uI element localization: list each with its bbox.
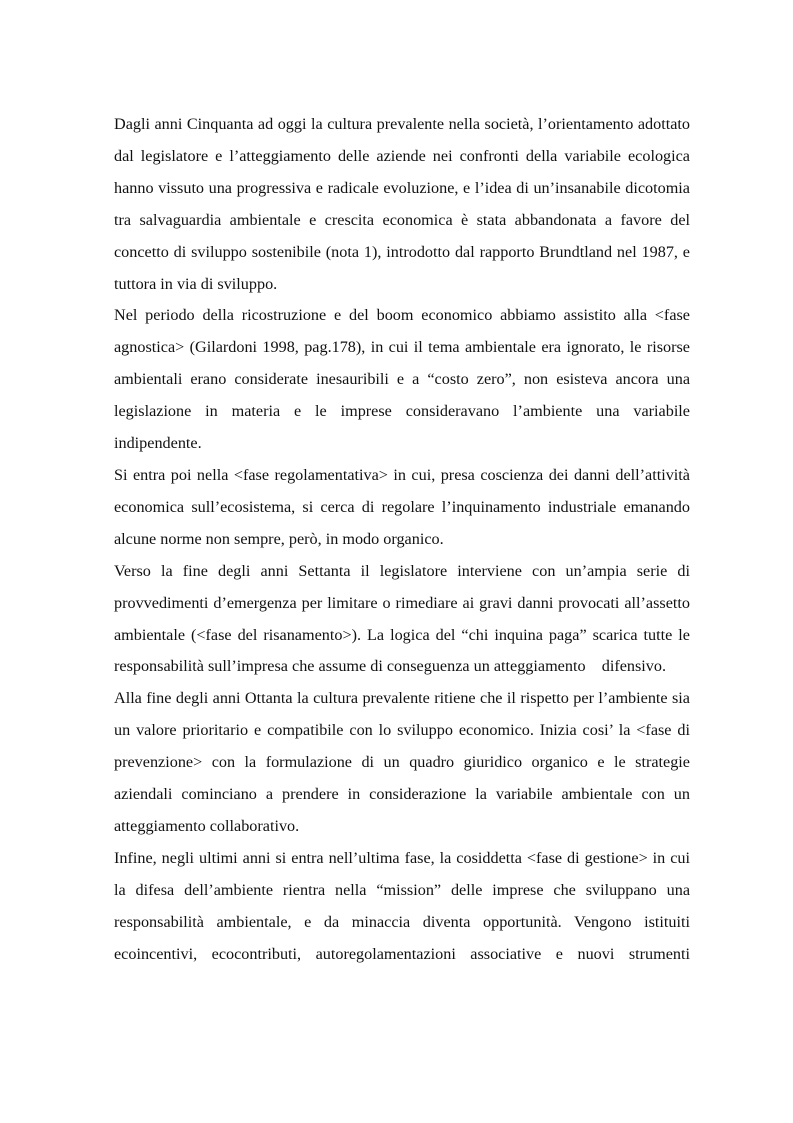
paragraph-fase-gestione: Infine, negli ultimi anni si entra nell’ultima fase, la cosiddetta <fase di gestione> in cui la difesa dell’ambiente rientra nella “mission” delle imprese che sviluppano una responsabilità ambientale, e da minaccia diventa opportunità. Vengono istituiti ecoincentivi, ecocontributi, autoregolamentazioni associative e nuovi strumenti (114, 848, 690, 963)
paragraph-fase-agnostica: Nel periodo della ricostruzione e del boom economico abbiamo assistito alla <fase agnostica> (Gilardoni 1998, pag.178), in cui il tema ambientale era ignorato, le risorse ambientali erano considerate inesauribili e a “costo zero”, non esisteva ancora una legislazione in materia e le imprese consideravano l’ambiente una variabile indipendente. (114, 306, 690, 453)
paragraph-fase-regolamentativa: Si entra poi nella <fase regolamentativa> in cui, presa coscienza dei danni dell’attività economica sull’ecosistema, si cerca di regolare l’inquinamento industriale emanando alcune norme non sempre, però, in modo organico. (114, 465, 690, 548)
document-page (114, 109, 695, 970)
paragraph-fase-prevenzione: Alla fine degli anni Ottanta la cultura prevalente ritiene che il rispetto per l’ambiente sia un valore prioritario e compatibile con lo sviluppo economico. Inizia cosi’ la <fase di prevenzione> con la formulazione di un quadro giuridico organico e le strategie aziendali cominciano a prendere in considerazione la variabile ambientale con un atteggiamento collaborativo. (114, 689, 690, 835)
paragraph-intro: Dagli anni Cinquanta ad oggi la cultura prevalente nella società, l’orientamento adottato dal legislatore e l’atteggiamento delle aziende nei confronti della variabile ecologica hanno vissuto una progressiva e radicale evoluzione, e l’idea di un’insanabile dicotomia tra salvaguardia ambientale e crescita economica è stata abbandonata a favore del concetto di sviluppo sostenibile (nota 1), introdotto dal rapporto Brundtland nel 1987, e tuttora in via di sviluppo. (114, 115, 690, 293)
paragraph-fase-risanamento: Verso la fine degli anni Settanta il legislatore interviene con un’ampia serie di provvedimenti d’emergenza per limitare o rimediare ai gravi danni provocati all’assetto ambientale (<fase del risanamento>). La logica del “chi inquina paga” scarica tutte le responsabilità sull’impresa che assume di conseguenza un atteggiamento difensivo. (114, 561, 695, 676)
